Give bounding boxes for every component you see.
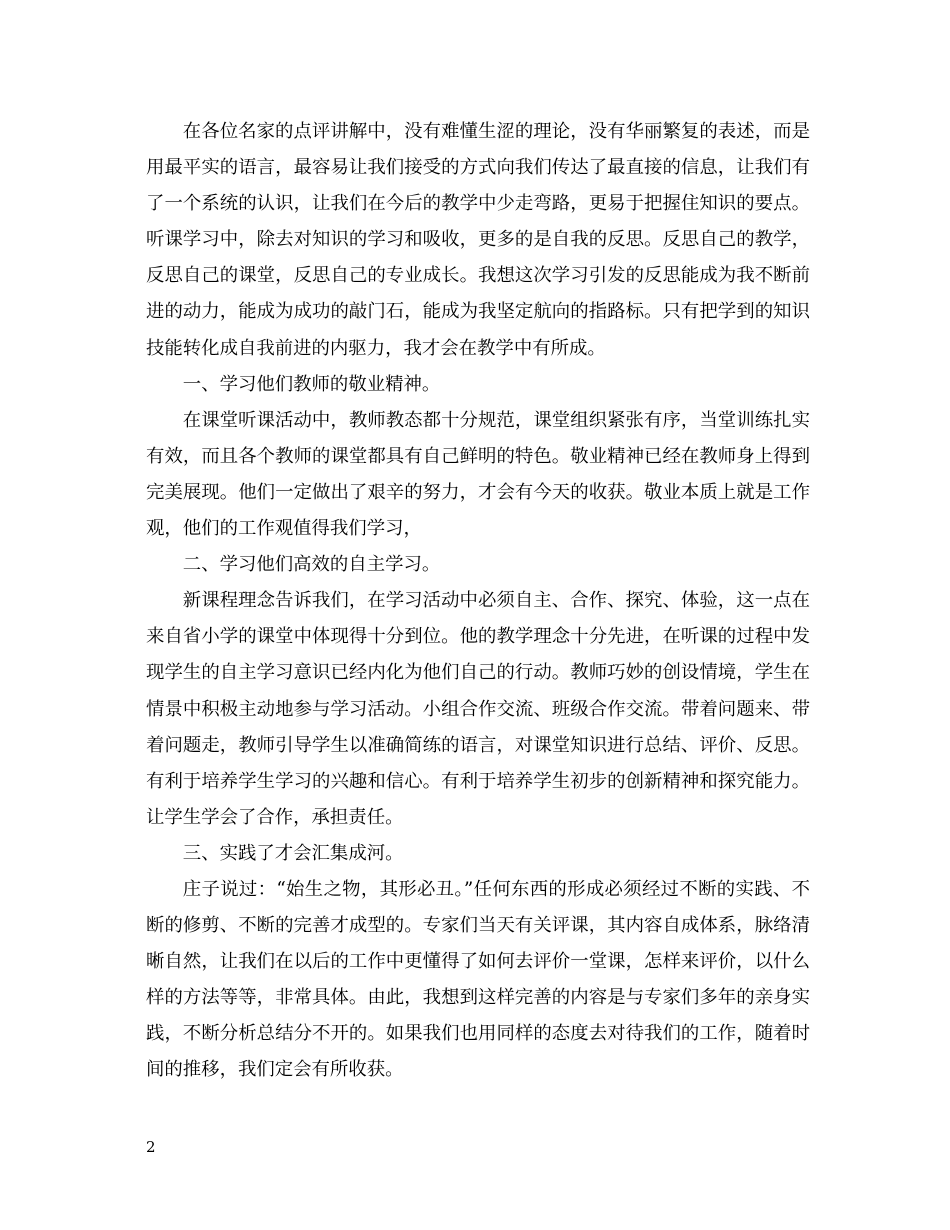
page-number: 2 [146, 1138, 156, 1156]
paragraph-section-1: 在课堂听课活动中，教师教态都十分规范，课堂组织紧张有序，当堂训练扎实有效，而且各个教师的课堂都具有自己鲜明的特色。敬业精神已经在教师身上得到完美展现。他们一定做出了艰辛的努力，才会有今天的收获。敬业本质上就是工作观，他们的工作观值得我们学习， [146, 409, 810, 540]
section-heading-2: 二、学习他们高效的自主学习。 [182, 554, 441, 576]
document-body [146, 114, 810, 1089]
paragraph-intro: 在各位名家的点评讲解中，没有难懂生涩的理论，没有华丽繁复的表述，而是用最平实的语言，最容易让我们接受的方式向我们传达了最直接的信息，让我们有了一个系统的认识，让我们在今后的教学中少走弯路，更易于把握住知识的要点。听课学习中，除去对知识的学习和吸收，更多的是自我的反思。反思自己的教学，反思自己的课堂，反思自己的专业成长。我想这次学习引发的反思能成为我不断前进的动力，能成为成功的敲门石，能成为我坚定航向的指路标。只有把学到的知识技能转化成自我前进的内驱力，我才会在教学中有所成。 [146, 121, 810, 359]
paragraph-section-2: 新课程理念告诉我们，在学习活动中必须自主、合作、探究、体验，这一点在来自省小学的课堂中体现得十分到位。他的教学理念十分先进，在听课的过程中发现学生的自主学习意识已经内化为他们自己的行动。教师巧妙的创设情境，学生在情景中积极主动地参与学习活动。小组合作交流、班级合作交流。带着问题来、带着问题走，教师引导学生以准确简练的语言，对课堂知识进行总结、评价、反思。有利于培养学生学习的兴趣和信心。有利于培养学生初步的创新精神和探究能力。让学生学会了合作，承担责任。 [146, 590, 810, 828]
paragraph-section-3: 庄子说过：“始生之物，其形必丑。”任何东西的形成必须经过不断的实践、不断的修剪、不断的完善才成型的。专家们当天有关评课，其内容自成体系，脉络清晰自然，让我们在以后的工作中更懂得了如何去评价一堂课，怎样来评价，以什么样的方法等等，非常具体。由此，我想到这样完善的内容是与专家们多年的亲身实践，不断分析总结分不开的。如果我们也用同样的态度去对待我们的工作，随着时间的推移，我们定会有所收获。 [146, 878, 810, 1081]
section-heading-1: 一、学习他们教师的敬业精神。 [182, 373, 441, 395]
section-heading-3: 三、实践了才会汇集成河。 [182, 842, 404, 864]
